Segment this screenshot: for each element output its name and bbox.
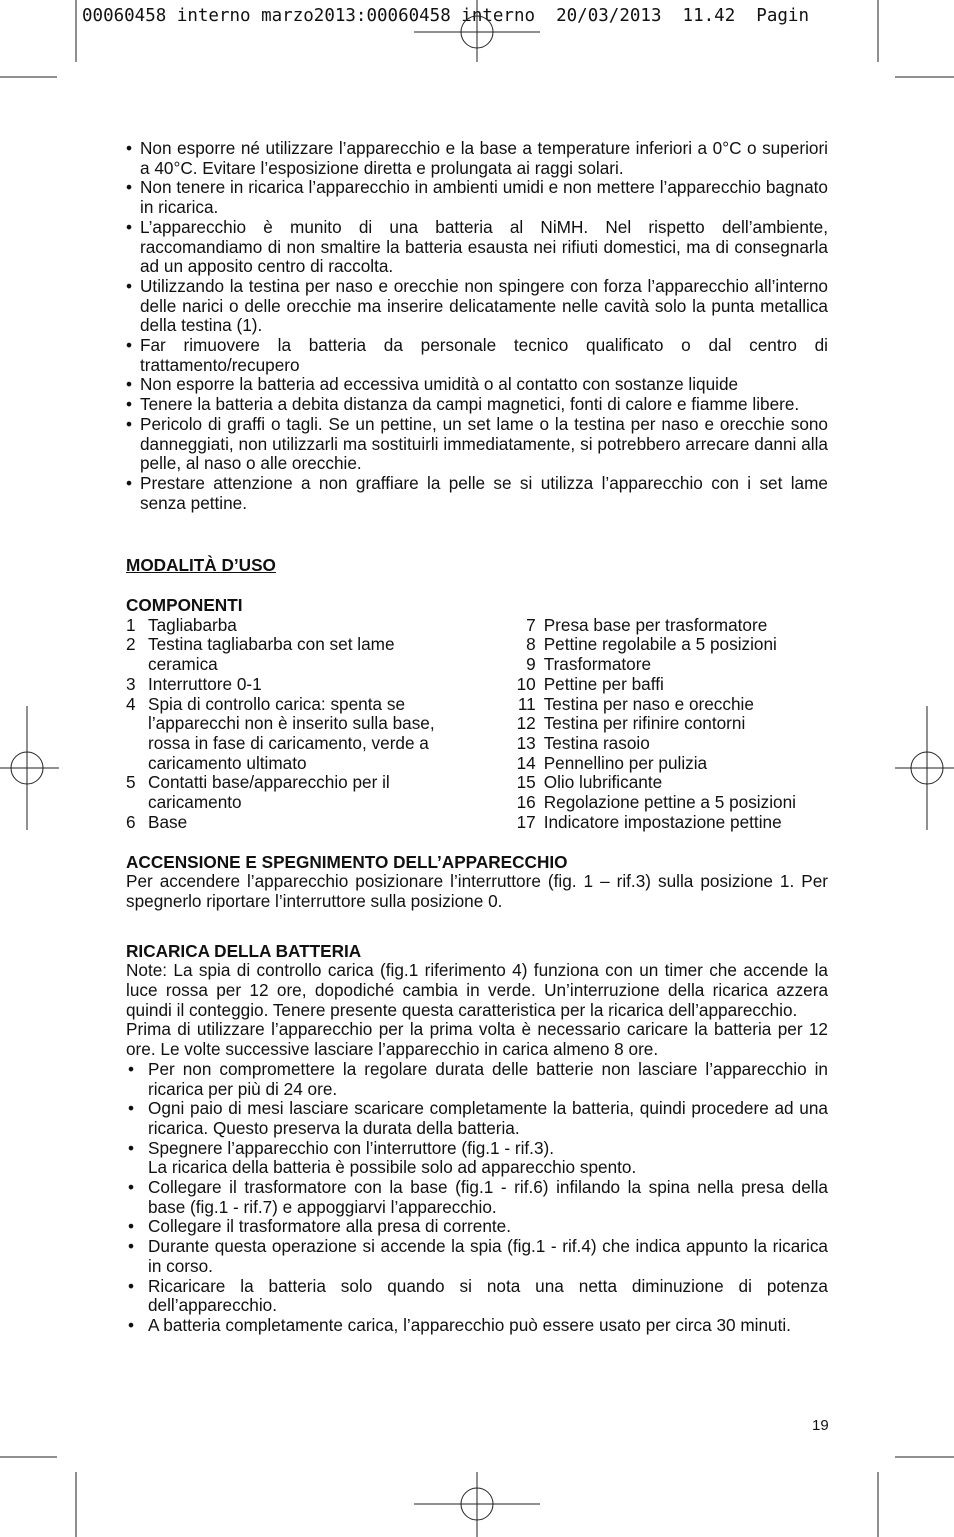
list-item: 15 Olio lubrificante [516,772,663,793]
list-item: 14 Pennellino per pulizia [516,752,708,773]
list-item: • Utilizzando la testina per naso e orecchie non spingere con forza l’apparecchio all’interno delle narici o delle orecchie ma inserire delicatamente nelle cavità solo la punta metallica della testina (1). [126,275,828,336]
list-item: • Non esporre la batteria ad eccessiva umidità o al contatto con sostanze liquide [126,374,739,395]
registration-mark-right [895,706,954,830]
list-item: • Prestare attenzione a non graffiare la pelle se si utilizza l’apparecchio con i set lame senza pettine. [126,472,828,513]
page-content [126,139,828,1336]
charging-first-use: Prima di utilizzare l’apparecchio per la prima volta è necessario caricare la batteria per 12 ore. Le volte successive lasciare l’apparecchio in carica almeno 8 ore. [126,1019,828,1060]
charging-heading: RICARICA DELLA BATTERIA [126,940,362,961]
components-heading: COMPONENTI [126,595,243,616]
components-list-left [126,616,502,833]
list-item: 10 Pettine per baffi [516,673,664,694]
list-item: 7 Presa base per trasformatore [526,614,768,635]
list-item: 1 Tagliabarba [126,614,237,635]
charging-list [126,1060,828,1336]
section-title-usage: MODALITÀ D’USO [126,555,276,576]
list-item: • L’apparecchio è munito di una batteria al NiMH. Nel rispetto dell’ambiente, raccomandiamo di non smaltire la batteria esausta nei rifiuti domestici, ma di consegnarla ad un apposito centro di raccolta. [126,216,828,277]
components-list-right [502,616,828,833]
list-item: 16 Regolazione pettine a 5 posizioni [516,792,796,813]
page-number: 19 [812,1417,829,1434]
list-item: • Collegare il trasformatore alla presa di corrente. [128,1216,512,1237]
safety-list [126,139,828,513]
list-item: • Per non compromettere la regolare durata delle batterie non lasciare l’apparecchio in ricarica per più di 24 ore. [128,1058,828,1099]
list-item: 8 Pettine regolabile a 5 posizioni [526,634,777,655]
list-item: 17 Indicatore impostazione pettine [516,811,782,832]
list-item: • Collegare il trasformatore con la base (fig.1 - rif.6) infilando la spina nella presa della base (fig.1 - rif.7) e appoggiarvi l’apparecchio. [128,1177,828,1217]
power-text: Per accendere l’apparecchio posizionare l’interruttore (fig. 1 – rif.3) sulla posizione 1. Per spegnerlo riportare l’interruttore sulla posizione 0. [126,871,828,911]
list-item: • Ricaricare la batteria solo quando si nota una netta diminuzione di potenza dell’apparecchio. [128,1275,828,1316]
list-item: • Pericolo di graffi o tagli. Se un pettine, un set lame o la testina per naso e orecchie sono danneggiati, non utilizzarli ma sostituirli immediatamente, si potrebbero arrecare danni alla pelle, al naso o alle orecchie. [126,413,828,474]
list-item: 2 Testina tagliabarba con set lame ceramica [126,634,395,675]
list-item: 11 Testina per naso e orecchie [517,693,754,714]
list-item: • Non tenere in ricarica l’apparecchio in ambienti umidi e non mettere l’apparecchio bagnato in ricarica. [126,177,828,218]
list-item: • Durante questa operazione si accende la spia (fig.1 - rif.4) che indica appunto la ricarica in corso. [128,1236,828,1276]
power-heading: ACCENSIONE E SPEGNIMENTO DELL’APPARECCHIO [126,851,568,872]
registration-mark-bottom [414,1472,540,1537]
components-columns [126,616,828,833]
registration-mark-left [0,706,59,830]
list-item: 5 Contatti base/apparecchio per il caricamento [126,772,390,813]
list-item: • Tenere la batteria a debita distanza da campi magnetici, fonti di calore e fiamme libere. [126,394,800,415]
list-item: • A batteria completamente carica, l’apparecchio può essere usato per circa 30 minuti. [128,1314,791,1335]
list-item: • Spegnere l’apparecchio con l’interruttore (fig.1 - rif.3). La ricarica della batteria è possibile solo ad apparecchio spento. [128,1137,637,1178]
list-item: 4 Spia di controllo carica: spenta se l’apparecchi non è inserito sulla base, rossa in fase di caricamento, verde a caricamento ultimato [126,693,435,773]
list-item: 3 Interruttore 0-1 [126,673,262,694]
list-item: 6 Base [126,811,188,832]
list-item: 13 Testina rasoio [516,732,650,753]
list-item: 9 Trasformatore [526,654,652,675]
print-slug: 00060458 interno marzo2013:00060458 interno 20/03/2013 11.42 Pagin [82,6,809,26]
list-item: • Ogni paio di mesi lasciare scaricare completamente la batteria, quindi procedere ad una ricarica. Questo preserva la durata della batteria. [128,1098,828,1138]
list-item: • Non esporre né utilizzare l’apparecchio e la base a temperature inferiori a 0°C o superiori a 40°C. Evitare l’esposizione diretta e prolungata ai raggi solari. [126,138,828,178]
charging-note: Note: La spia di controllo carica (fig.1 riferimento 4) funziona con un timer che accende la luce rossa per 12 ore, dopodiché cambia in verde. Un’interruzione della ricarica azzera quindi il conteggio. Tenere presente questa caratteristica per la ricarica dell’apparecchio. [126,960,828,1020]
list-item: 12 Testina per rifinire contorni [516,713,746,734]
list-item: • Far rimuovere la batteria da personale tecnico qualificato o dal centro di trattamento/recupero [126,335,828,375]
